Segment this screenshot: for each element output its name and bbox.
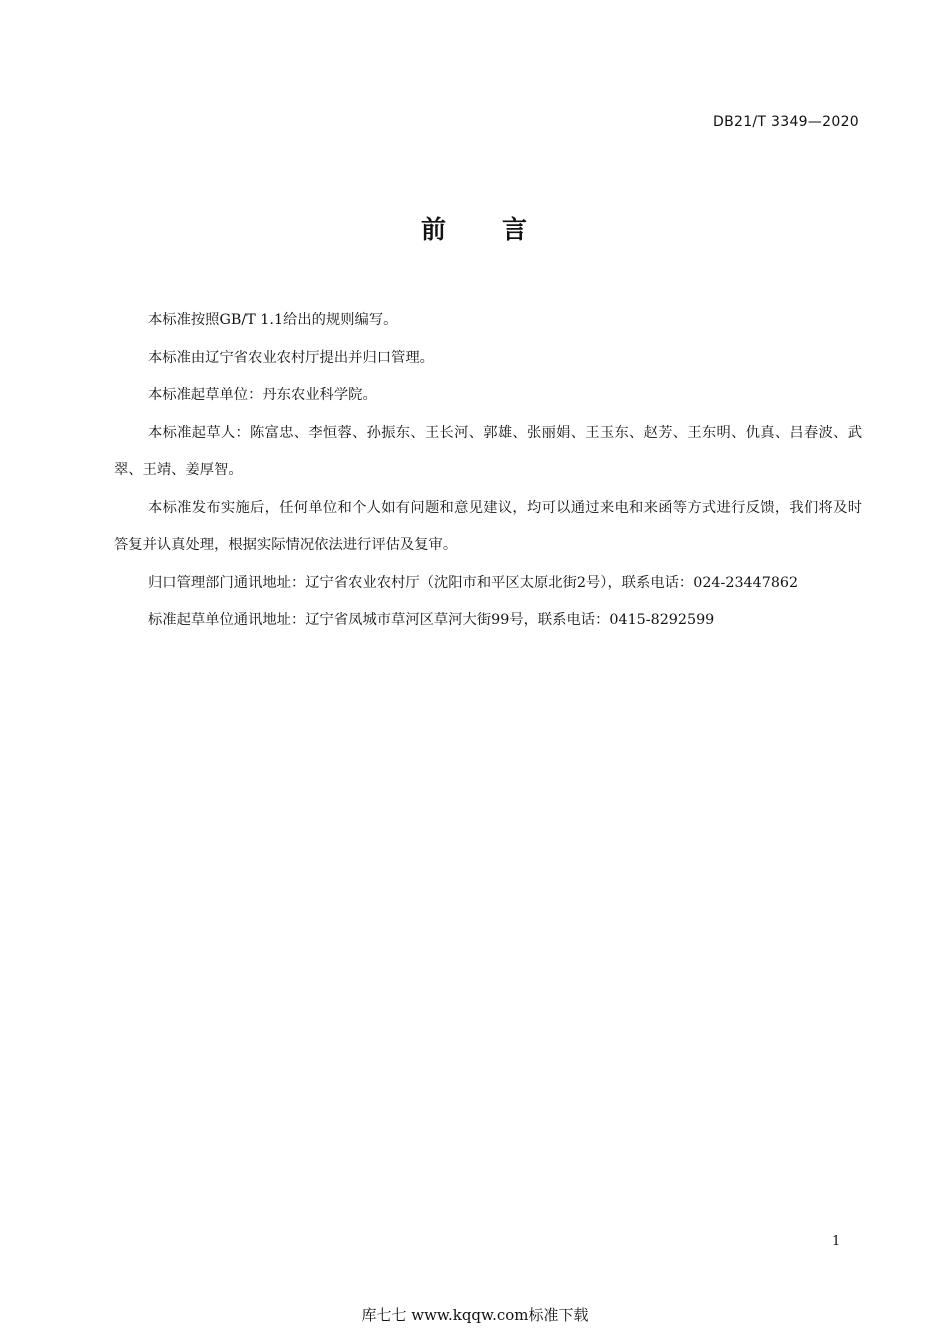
title-char-2: 言 <box>502 215 530 244</box>
paragraph-drafting-rules: 本标准按照GB/T 1.1给出的规则编写。 <box>148 312 398 328</box>
standard-code: DB21/T 3349—2020 <box>713 114 859 130</box>
footer-watermark: 库七七 www.kqqw.com标准下载 <box>361 1306 589 1324</box>
paragraph-feedback: 本标准发布实施后，任何单位和个人如有问题和意见建议，均可以通过来电和来函等方式进行反馈，我们将及时答复并认真处理，根据实际情况依法进行评估及复审。 <box>114 499 862 553</box>
paragraph-drafter-address: 标准起草单位通讯地址：辽宁省凤城市草河区草河大街99号，联系电话：0415-8292599 <box>148 612 715 628</box>
paragraph-admin-address: 归口管理部门通讯地址：辽宁省农业农村厅（沈阳市和平区太原北街2号），联系电话：024-23447862 <box>148 574 799 591</box>
paragraph-proposer: 本标准由辽宁省农业农村厅提出并归口管理。 <box>148 349 434 366</box>
foreword-body <box>114 302 862 640</box>
paragraph-drafters: 本标准起草人：陈富忠、李恒蓉、孙振东、王长河、郭雄、张丽娟、王玉东、赵芳、王东明、仇真、吕春波、武翠、王靖、姜厚智。 <box>114 424 862 478</box>
page-title <box>0 210 950 246</box>
title-char-1: 前 <box>420 215 448 244</box>
paragraph-drafting-unit: 本标准起草单位：丹东农业科学院。 <box>148 387 377 403</box>
page-number: 1 <box>832 1234 841 1249</box>
